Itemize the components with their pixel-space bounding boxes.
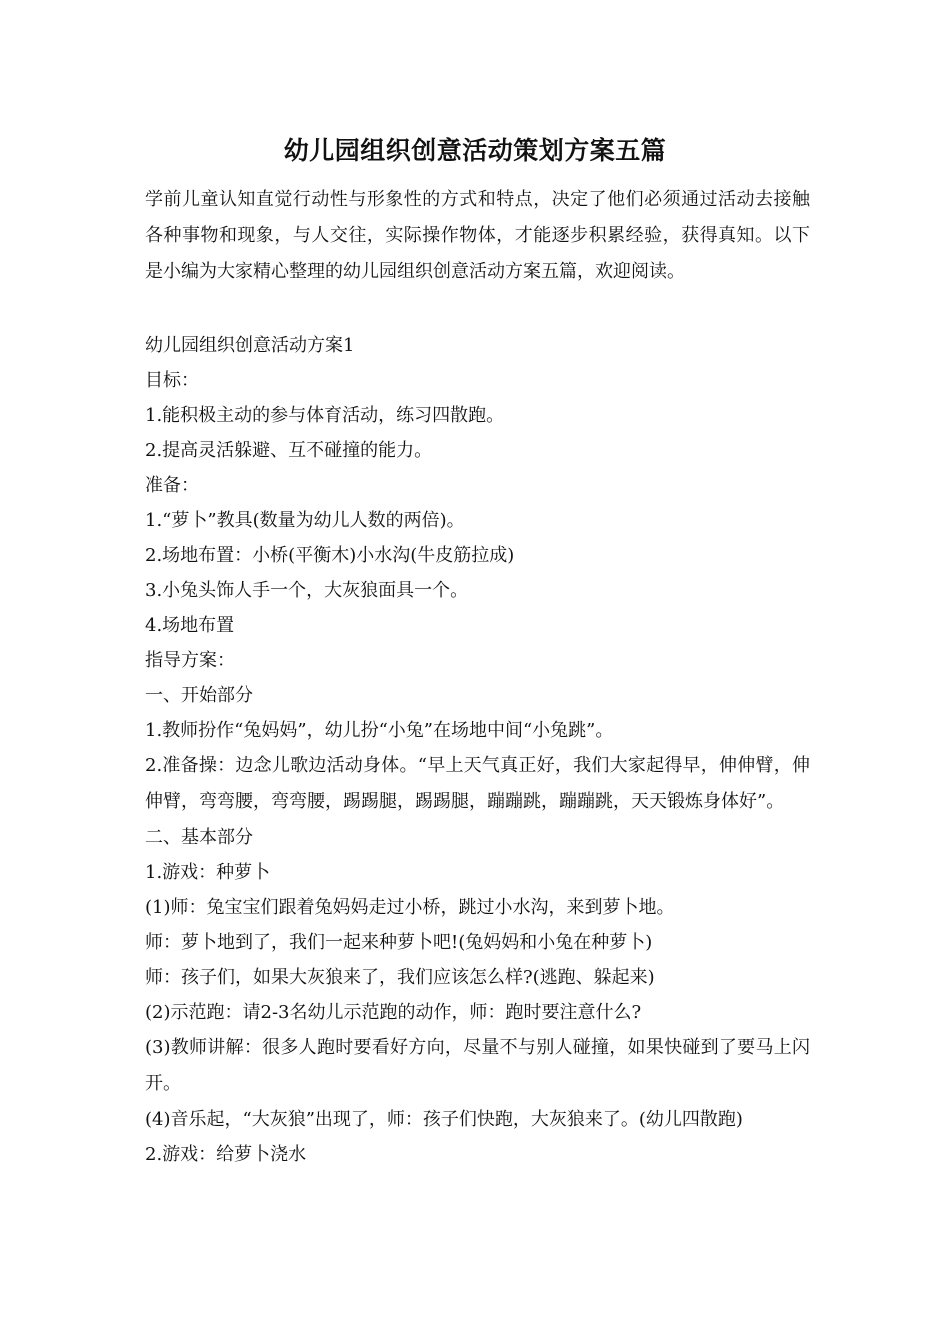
body-line: 准备： <box>145 475 199 496</box>
intro-text: 学前儿童认知直觉行动性与形象性的方式和特点，决定了他们必须通过活动去接触各种事物和现象，与人交往，实际操作物体，才能逐步积累经验，获得真知。以下是小编为大家精心整理的幼儿园组织创意活动方案五篇，欢迎阅读。 <box>145 189 810 282</box>
document-title: 幼儿园组织创意活动策划方案五篇 <box>283 136 667 165</box>
body-line: 2.提高灵活躲避、互不碰撞的能力。 <box>145 440 433 461</box>
body-line: 1.“萝卜”教具(数量为幼儿人数的两倍)。 <box>145 510 465 531</box>
body-line: 1.教师扮作“兔妈妈”，幼儿扮“小兔”在场地中间“小兔跳”。 <box>145 720 614 741</box>
intro-paragraph <box>145 182 810 290</box>
body-line: 师：孩子们，如果大灰狼来了，我们应该怎么样?(逃跑、躲起来) <box>145 967 655 988</box>
body-paragraph: 2.准备操：边念儿歌边活动身体。“早上天气真正好，我们大家起得早，伸伸臂，伸伸臂，弯弯腰，弯弯腰，踢踢腿，踢踢腿，蹦蹦跳，蹦蹦跳，天天锻炼身体好”。 <box>145 755 810 812</box>
body-line: 2.场地布置：小桥(平衡木)小水沟(牛皮筋拉成) <box>145 545 515 566</box>
body-line: (4)音乐起，“大灰狼”出现了，师：孩子们快跑，大灰狼来了。(幼儿四散跑) <box>145 1109 743 1130</box>
body-line: 一、开始部分 <box>145 685 253 706</box>
body-line: 师：萝卜地到了，我们一起来种萝卜吧!(兔妈妈和小兔在种萝卜) <box>145 932 653 953</box>
document-body <box>145 328 810 1172</box>
body-paragraph: (3)教师讲解：很多人跑时要看好方向，尽量不与别人碰撞，如果快碰到了要马上闪开。 <box>145 1037 810 1094</box>
body-line: (2)示范跑：请2-3名幼儿示范跑的动作，师：跑时要注意什么? <box>145 1002 642 1023</box>
body-line: 4.场地布置 <box>145 615 235 636</box>
body-line: 1.游戏：种萝卜 <box>145 862 271 883</box>
body-line: 2.游戏：给萝卜浇水 <box>145 1144 307 1165</box>
body-line: 1.能积极主动的参与体育活动，练习四散跑。 <box>145 405 505 426</box>
body-line: (1)师：兔宝宝们跟着兔妈妈走过小桥，跳过小水沟，来到萝卜地。 <box>145 897 675 918</box>
body-line: 目标： <box>145 370 199 391</box>
body-line: 指导方案： <box>145 650 235 671</box>
section-heading: 幼儿园组织创意活动方案1 <box>145 335 355 356</box>
body-line: 二、基本部分 <box>145 827 253 848</box>
body-line: 3.小兔头饰人手一个，大灰狼面具一个。 <box>145 580 469 601</box>
